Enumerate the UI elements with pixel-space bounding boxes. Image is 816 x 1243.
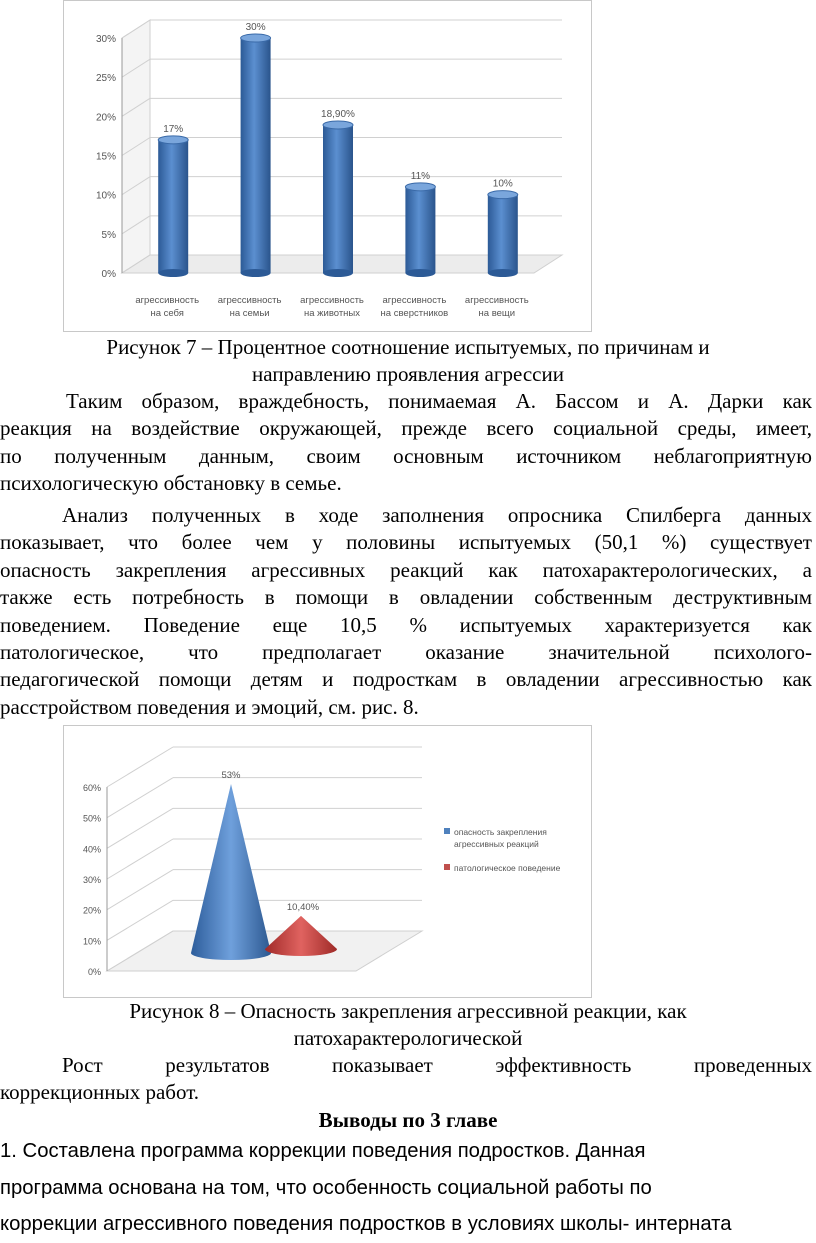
y-tick-label: 30% xyxy=(95,34,116,45)
x-tick-label: агрессивность xyxy=(300,295,364,306)
y-tick-label: 10% xyxy=(95,190,116,202)
bar-base xyxy=(241,269,271,277)
chart-aggression-direction xyxy=(63,0,592,332)
x-tick-label: на себя xyxy=(150,308,184,319)
legend-swatch xyxy=(444,828,450,834)
paragraph-line: Рост результатов показывает эффективность проведенных xyxy=(62,1053,812,1077)
chart-aggression-risk xyxy=(63,725,592,998)
figure-7-caption xyxy=(0,334,816,388)
x-tick-label: агрессивность xyxy=(464,295,529,306)
y-tick-label: 10% xyxy=(82,936,101,947)
bar-top xyxy=(158,136,188,144)
bar xyxy=(488,195,518,273)
x-tick-label: на животных xyxy=(303,308,361,319)
legend-swatch xyxy=(444,864,450,870)
figure-8-caption xyxy=(0,998,816,1052)
y-tick-label: 40% xyxy=(82,844,101,855)
x-tick-label: на сверстников xyxy=(380,308,449,319)
bar xyxy=(405,187,435,273)
paragraph-line: коррекции агрессивного поведения подростков в условиях школы- интерната xyxy=(0,1213,732,1235)
gridline xyxy=(107,747,173,787)
y-tick-label: 20% xyxy=(95,112,116,124)
paragraph-line: опасность закрепления агрессивных реакций как патохарактерологических, а xyxy=(0,557,812,582)
data-label: 10,40% xyxy=(286,901,320,913)
data-label: 10% xyxy=(492,178,513,190)
paragraph-line: 1. Составлена программа коррекции поведения подростков. Данная xyxy=(0,1140,646,1162)
paragraph-line: Анализ полученных в ходе заполнения опросника Спилберга данных xyxy=(62,503,812,527)
data-label: 11% xyxy=(410,170,431,182)
y-tick-label: 15% xyxy=(95,151,116,163)
x-tick-label: агрессивность xyxy=(217,295,282,306)
gridline xyxy=(107,870,173,910)
paragraph-line: программа основана на том, что особенность социальной работы по xyxy=(0,1176,652,1199)
paragraph-line: педагогической помощи детям и подросткам в овладении агрессивностью как xyxy=(0,667,812,692)
bar-base xyxy=(405,269,435,277)
y-tick-label: 0% xyxy=(87,967,101,977)
conclusions-paragraph xyxy=(0,1133,816,1243)
bar-top xyxy=(241,34,271,42)
paragraph-line: патологическое, что предполагает оказание значительной психолого- xyxy=(0,640,812,665)
bar-top xyxy=(405,183,435,191)
paragraph-results xyxy=(0,1052,812,1107)
y-tick-label: 50% xyxy=(82,813,101,824)
gridline xyxy=(107,778,173,818)
bar-top xyxy=(323,121,353,129)
legend-label: агрессивных реакций xyxy=(454,839,539,849)
paragraph-line: также есть потребность в помощи в овладении собственным деструктивным xyxy=(0,585,812,610)
cone xyxy=(191,784,271,960)
legend-label: опасность закрепления xyxy=(454,827,547,837)
y-tick-label: 0% xyxy=(101,269,116,280)
bar-base xyxy=(488,269,518,277)
bar xyxy=(323,125,353,273)
paragraph-line: по полученным данным, своим основным источником неблагоприятную xyxy=(0,443,812,468)
figure-8-caption-line-1: Рисунок 8 – Опасность закрепления агрессивной реакции, как xyxy=(129,999,687,1023)
data-label: 18,90% xyxy=(321,108,355,120)
gridline xyxy=(107,900,173,940)
data-label: 17% xyxy=(163,123,184,135)
figure-7-caption-line-1: Рисунок 7 – Процентное соотношение испытуемых, по причинам и xyxy=(106,335,710,359)
bar-base xyxy=(158,269,188,277)
y-tick-label: 30% xyxy=(82,875,101,885)
bar xyxy=(158,140,188,273)
paragraph-line: расстройством поведения и эмоций, см. рис. 8. xyxy=(0,694,419,719)
bar xyxy=(241,38,271,273)
data-label: 53% xyxy=(221,769,241,781)
x-tick-label: агрессивность xyxy=(135,295,200,306)
gridline xyxy=(107,839,173,879)
figure-8-caption-line-2: патохарактерологической xyxy=(293,1026,523,1050)
bar-chart-figure-7 xyxy=(64,1,591,331)
x-tick-label: на семьи xyxy=(229,308,270,319)
paragraph-spielberger-analysis xyxy=(0,502,812,721)
paragraph-hostility xyxy=(0,388,812,498)
paragraph-line: Таким образом, враждебность, понимаемая А. Бассом и А. Дарки как xyxy=(66,389,812,413)
paragraph-line: реакция на воздействие окружающей, прежде всего социальной среды, имеет, xyxy=(0,416,812,441)
y-tick-label: 5% xyxy=(101,229,116,241)
section-heading: Выводы по 3 главе xyxy=(318,1108,498,1132)
y-tick-label: 25% xyxy=(95,73,116,85)
paragraph-line: показывает, что более чем у половины испытуемых (50,1 %) существует xyxy=(0,530,812,555)
gridline xyxy=(107,808,173,848)
paragraph-line: поведением. Поведение еще 10,5 % испытуемых характеризуется как xyxy=(0,612,812,637)
bar-top xyxy=(488,191,518,199)
bar-base xyxy=(323,269,353,277)
paragraph-line: коррекционных работ. xyxy=(0,1080,200,1105)
data-label: 30% xyxy=(245,22,266,33)
y-tick-label: 60% xyxy=(82,783,101,793)
paragraph-line: психологическую обстановку в семье. xyxy=(0,471,342,496)
figure-7-caption-line-2: направлению проявления агрессии xyxy=(252,362,564,386)
y-tick-label: 20% xyxy=(82,905,101,916)
x-tick-label: на вещи xyxy=(478,308,516,319)
x-tick-label: агрессивность xyxy=(382,295,447,306)
cone-chart-figure-8 xyxy=(64,726,591,997)
legend-label: патологическое поведение xyxy=(454,863,561,873)
